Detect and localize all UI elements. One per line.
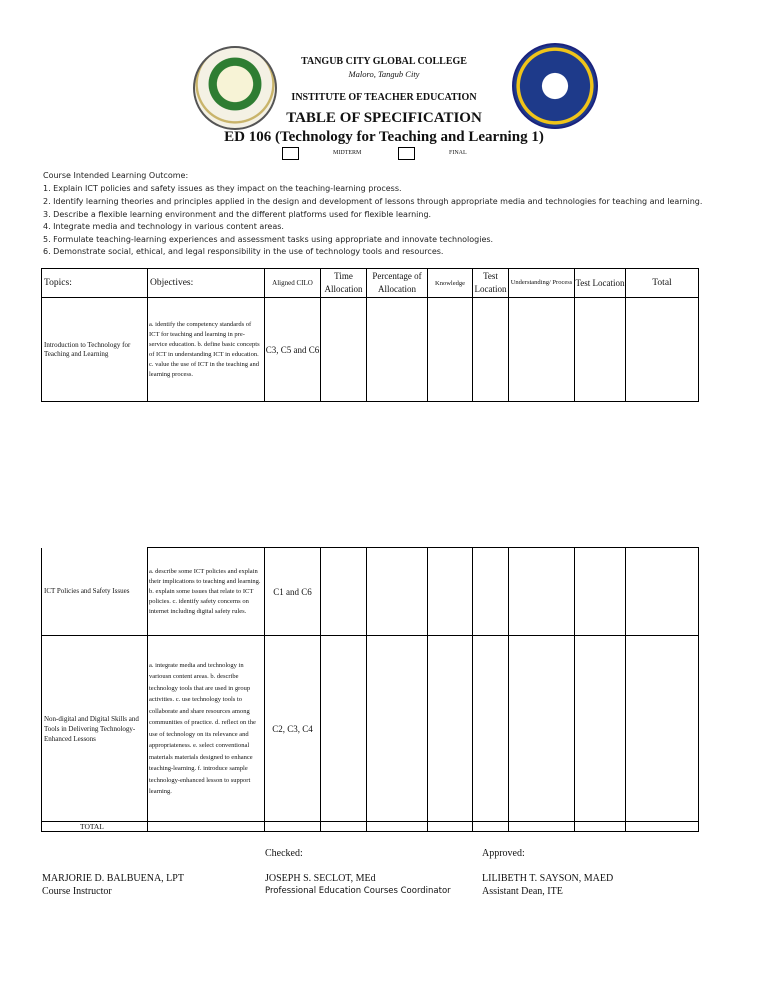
empty-cell — [509, 548, 575, 636]
header-topics: Topics: — [42, 269, 148, 298]
empty-cell — [473, 636, 509, 822]
table-header-row — [42, 269, 699, 298]
checker-name: JOSEPH S. SECLOT, MEd — [265, 873, 376, 884]
empty-cell — [509, 298, 575, 402]
empty-cell — [626, 548, 699, 636]
header-test-location-1: Test Location — [473, 269, 509, 298]
college-location: Maloro, Tangub City — [348, 69, 420, 79]
institute-name: INSTITUTE OF TEACHER EDUCATION — [291, 92, 477, 103]
row-topic: ICT Policies and Safety Issues — [42, 548, 148, 636]
midterm-label: MIDTERM — [333, 150, 362, 156]
cilo-heading: Course Intended Learning Outcome: — [43, 171, 189, 180]
empty-cell — [575, 822, 626, 832]
instructor-title: Course Instructor — [42, 886, 112, 897]
empty-cell — [575, 548, 626, 636]
cilo-item: 4. Integrate media and technology in various content areas. — [43, 222, 284, 231]
header-aligned-cilo: Aligned CILO — [265, 269, 321, 298]
empty-cell — [428, 822, 473, 832]
course-title: ED 106 (Technology for Teaching and Learning 1) — [224, 129, 544, 145]
empty-cell — [626, 298, 699, 402]
empty-cell — [321, 298, 367, 402]
table-row — [42, 548, 699, 636]
row-objectives: a. describe some ICT policies and explain their implications to teaching and learning. b. explain some issues that relate to ICT policies. c. identify safety concerns on internet including digital safety rules. — [148, 548, 265, 636]
tos-table-top — [41, 268, 699, 402]
empty-cell — [509, 636, 575, 822]
empty-cell — [473, 298, 509, 402]
empty-cell — [428, 636, 473, 822]
empty-cell — [575, 298, 626, 402]
final-label: FINAL — [449, 150, 467, 156]
cilo-item: 2. Identify learning theories and principles applied in the design and development of lessons through appropriate media and technologies for teaching and learning. — [43, 197, 703, 206]
empty-cell — [148, 822, 265, 832]
midterm-checkbox[interactable] — [282, 147, 299, 160]
cilo-item: 6. Demonstrate social, ethical, and legal responsibility in the use of technology tools and resources. — [43, 247, 444, 256]
empty-cell — [367, 548, 428, 636]
row-cilo: C1 and C6 — [265, 548, 321, 636]
checked-label: Checked: — [265, 848, 303, 859]
empty-cell — [428, 548, 473, 636]
empty-cell — [626, 822, 699, 832]
row-cilo: C2, C3, C4 — [265, 636, 321, 822]
final-checkbox[interactable] — [398, 147, 415, 160]
header-understanding-process: Understanding/ Process — [509, 269, 575, 298]
empty-cell — [321, 636, 367, 822]
total-row — [42, 822, 699, 832]
row-topic: Non-digital and Digital Skills and Tools in Delivering Technology-Enhanced Lessons — [42, 636, 148, 822]
empty-cell — [428, 298, 473, 402]
approved-label: Approved: — [482, 848, 525, 859]
empty-cell — [321, 822, 367, 832]
table-row — [42, 636, 699, 822]
empty-cell — [626, 636, 699, 822]
row-objectives: a. integrate media and technology in variousn content areas. b. describe technology tools that are used in group activities. c. use technology tools to collaborate and share resources among communities of practice. d. reflect on the use of technology on its relevance and appropriateness. e. select conventional materials materials designed to enhance teaching-learning. f. introduce sample technology-enhanced lesson to support learning. — [148, 636, 265, 822]
empty-cell — [321, 548, 367, 636]
cilo-item: 3. Describe a flexible learning environment and the different platforms used for flexible learning. — [43, 210, 432, 219]
approver-title: Assistant Dean, ITE — [482, 886, 563, 897]
header-total: Total — [626, 269, 699, 298]
header-test-location-2: Test Location — [575, 269, 626, 298]
header-objectives: Objectives: — [148, 269, 265, 298]
header-knowledge: Knowledge — [428, 269, 473, 298]
cilo-item: 5. Formulate teaching-learning experiences and assessment tasks using appropriate and innovate technologies. — [43, 235, 494, 244]
document-title: TABLE OF SPECIFICATION — [286, 110, 482, 126]
total-label: TOTAL — [42, 822, 148, 832]
table-row — [42, 298, 699, 402]
header-percentage-allocation: Percentage of Allocation — [367, 269, 428, 298]
empty-cell — [265, 822, 321, 832]
empty-cell — [509, 822, 575, 832]
checker-title: Professional Education Courses Coordinator — [265, 886, 451, 896]
row-cilo: C3, C5 and C6 — [265, 298, 321, 402]
instructor-name: MARJORIE D. BALBUENA, LPT — [42, 873, 184, 884]
header-time-allocation: Time Allocation — [321, 269, 367, 298]
empty-cell — [575, 636, 626, 822]
approver-name: LILIBETH T. SAYSON, MAED — [482, 873, 614, 884]
empty-cell — [473, 548, 509, 636]
row-objectives: a. identify the competency standards of ICT for teaching and learning in pre-service education. b. define basic concepts of ICT in understanding ICT in education. c. value the use of ICT in the teaching and learning process. — [148, 298, 265, 402]
empty-cell — [367, 298, 428, 402]
row-topic: Introduction to Technology for Teaching and Learning — [42, 298, 148, 402]
empty-cell — [473, 822, 509, 832]
tos-table-bottom — [41, 547, 699, 832]
empty-cell — [367, 822, 428, 832]
college-name: TANGUB CITY GLOBAL COLLEGE — [301, 56, 467, 67]
empty-cell — [367, 636, 428, 822]
cilo-item: 1. Explain ICT policies and safety issues as they impact on the teaching-learning process. — [43, 184, 402, 193]
